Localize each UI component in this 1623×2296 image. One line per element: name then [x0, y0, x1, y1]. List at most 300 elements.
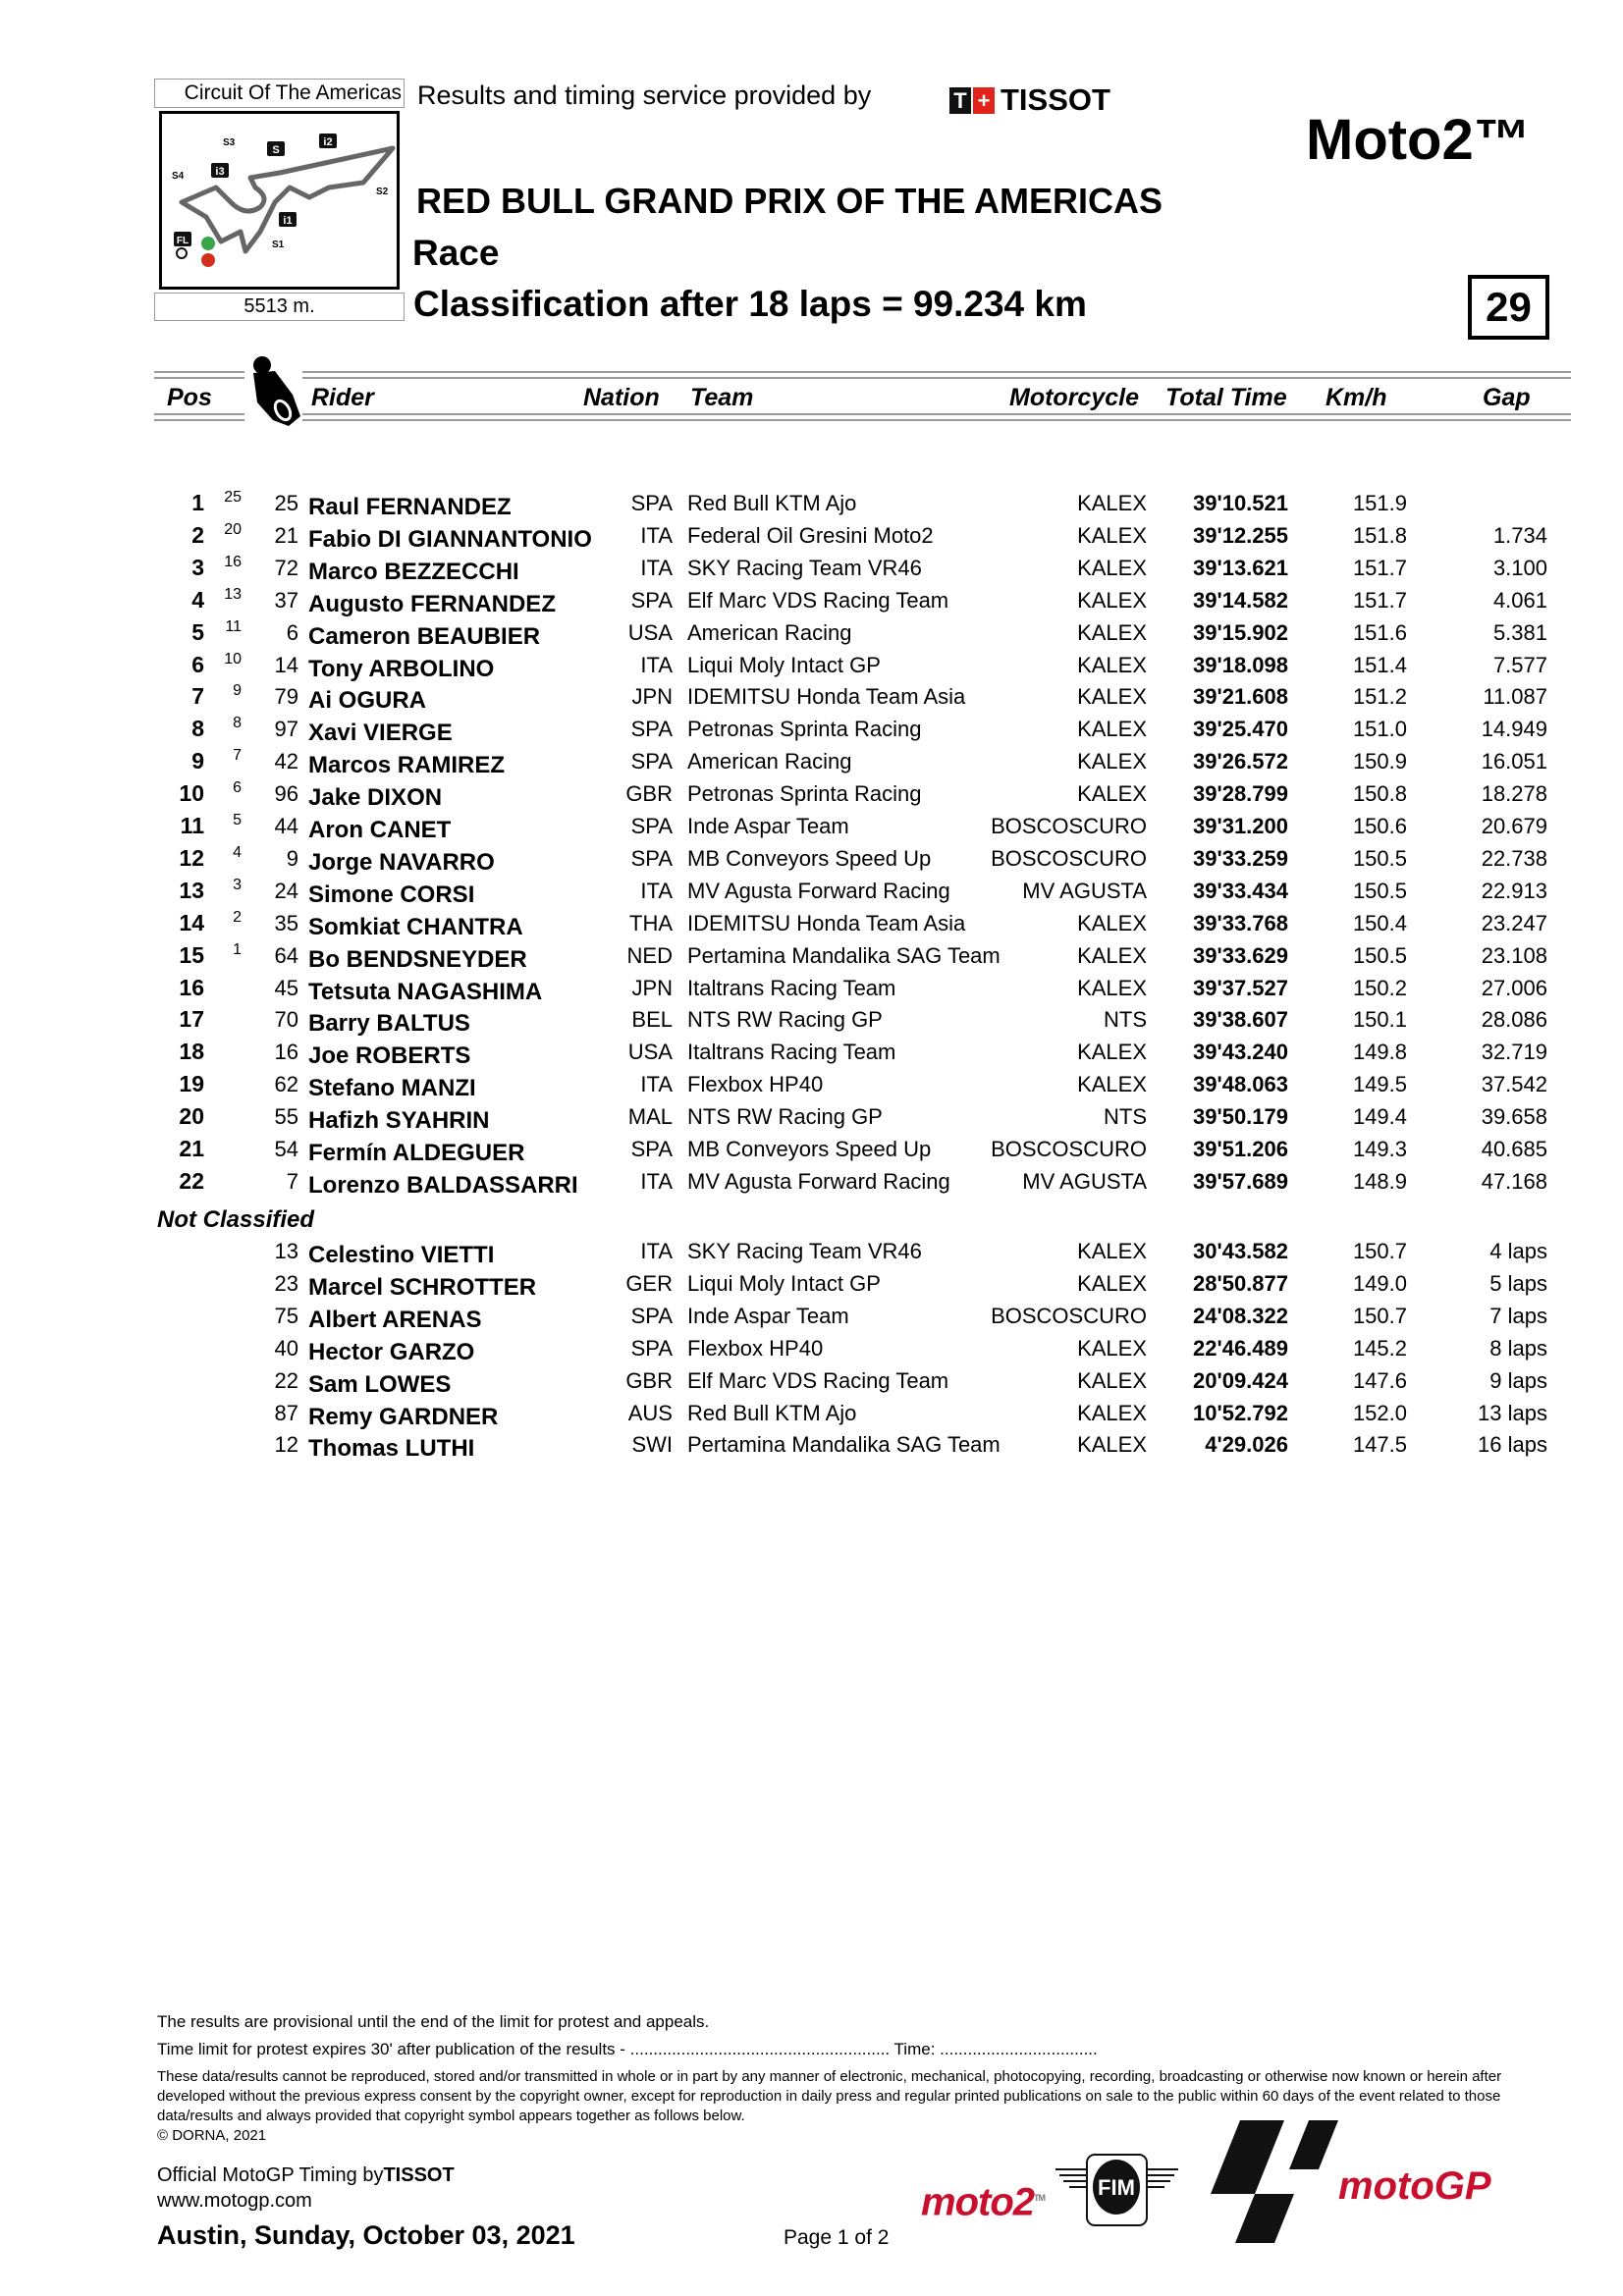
svg-text:i3: i3 — [215, 166, 225, 178]
speed-kmh: 150.7 — [1352, 1303, 1407, 1328]
table-row — [0, 713, 1623, 745]
rider-name: Somkiat CHANTRA — [308, 913, 523, 940]
header-rule — [302, 413, 1571, 415]
motorcycle: BOSCOSCURO — [991, 845, 1147, 871]
position: 16 — [179, 974, 204, 1000]
points: 16 — [224, 553, 242, 570]
position: 13 — [179, 877, 204, 903]
nation: ITA — [640, 555, 673, 580]
team: MV Agusta Forward Racing — [687, 1168, 950, 1194]
position: 12 — [179, 844, 204, 871]
speed-kmh: 150.2 — [1352, 975, 1407, 1000]
total-time: 39'33.768 — [1193, 910, 1288, 935]
nation: SPA — [630, 717, 673, 742]
rider-number: 13 — [274, 1239, 298, 1263]
motorcycle: BOSCOSCURO — [991, 814, 1147, 838]
rider-number: 12 — [274, 1432, 298, 1458]
speed-kmh: 147.5 — [1352, 1432, 1407, 1458]
table-row — [0, 584, 1623, 616]
not-classified-label: Not Classified — [157, 1206, 315, 1233]
nation: JPN — [631, 975, 673, 1000]
total-time: 39'51.206 — [1193, 1137, 1288, 1161]
rider-number: 23 — [274, 1270, 298, 1296]
motorcycle: NTS — [1104, 1104, 1147, 1130]
nation: MAL — [627, 1104, 673, 1130]
rider-name: Jorge NAVARRO — [308, 848, 495, 876]
speed-kmh: 151.2 — [1352, 684, 1407, 710]
motorcycle: KALEX — [1077, 1239, 1147, 1263]
total-time: 28'50.877 — [1193, 1270, 1288, 1296]
nation: ITA — [640, 522, 673, 548]
rider-name: Marcel SCHROTTER — [308, 1273, 537, 1301]
rider-number: 64 — [274, 942, 298, 968]
protest-limit-notice: Time limit for protest expires 30' after publication of the results - ........................................................ Time: .................................. — [157, 2040, 1098, 2058]
svg-text:FL: FL — [176, 236, 189, 246]
speed-kmh: 149.0 — [1352, 1270, 1407, 1296]
points: 11 — [225, 617, 242, 635]
position: 10 — [179, 780, 204, 807]
rider-name: Bo BENDSNEYDER — [308, 945, 527, 973]
gap: 40.685 — [1481, 1137, 1547, 1161]
rider-number: 16 — [274, 1040, 298, 1065]
table-row — [0, 777, 1623, 810]
total-time: 39'21.608 — [1193, 684, 1288, 710]
team: American Racing — [687, 749, 852, 774]
total-time: 39'12.255 — [1193, 522, 1288, 548]
total-time: 24'08.322 — [1193, 1303, 1288, 1328]
gap: 5 laps — [1489, 1270, 1547, 1296]
team: IDEMITSU Honda Team Asia — [687, 684, 966, 710]
table-row — [0, 1068, 1623, 1100]
gap: 28.086 — [1481, 1007, 1547, 1033]
speed-kmh: 151.7 — [1352, 587, 1407, 613]
event-title: RED BULL GRAND PRIX OF THE AMERICAS — [416, 181, 1163, 221]
rider-name: Augusto FERNANDEZ — [308, 590, 556, 617]
table-row — [0, 907, 1623, 939]
table-row — [0, 972, 1623, 1004]
nation: ITA — [640, 652, 673, 677]
team: Liqui Moly Intact GP — [687, 1270, 881, 1296]
table-row — [0, 875, 1623, 907]
nation: SPA — [630, 845, 673, 871]
rider-number: 96 — [274, 781, 298, 807]
speed-kmh: 151.8 — [1352, 522, 1407, 548]
classification-title: Classification after 18 laps = 99.234 km — [413, 284, 1087, 324]
team: Inde Aspar Team — [687, 1303, 849, 1328]
rider-name: Jake DIXON — [308, 784, 443, 812]
total-time: 39'48.063 — [1193, 1072, 1288, 1097]
total-time: 4'29.026 — [1205, 1432, 1288, 1458]
team: Red Bull KTM Ajo — [687, 1400, 857, 1425]
nation: GER — [625, 1270, 673, 1296]
motorcycle: KALEX — [1077, 1432, 1147, 1458]
motorcycle: NTS — [1104, 1007, 1147, 1033]
column-header-total-time: Total Time — [1165, 384, 1287, 411]
team: American Racing — [687, 619, 852, 645]
speed-kmh: 150.6 — [1352, 814, 1407, 838]
team: Elf Marc VDS Racing Team — [687, 1367, 949, 1393]
speed-kmh: 150.1 — [1352, 1007, 1407, 1033]
svg-text:motoGP: motoGP — [1338, 2164, 1491, 2208]
gap: 4 laps — [1489, 1239, 1547, 1263]
svg-text:S1: S1 — [272, 240, 285, 250]
speed-kmh: 149.4 — [1352, 1104, 1407, 1130]
table-row — [0, 745, 1623, 777]
position: 2 — [191, 521, 204, 548]
table-row — [0, 1165, 1623, 1198]
nation: SPA — [630, 587, 673, 613]
gap: 3.100 — [1492, 555, 1547, 580]
document-number-box: 29 — [1468, 275, 1549, 340]
table-row — [0, 939, 1623, 972]
motorcycle: KALEX — [1077, 910, 1147, 935]
points: 5 — [233, 812, 242, 828]
total-time: 20'09.424 — [1193, 1367, 1288, 1393]
speed-kmh: 148.9 — [1352, 1168, 1407, 1194]
table-row — [0, 1397, 1623, 1429]
team: MB Conveyors Speed Up — [687, 845, 932, 871]
table-row — [0, 649, 1623, 681]
gap: 14.949 — [1481, 717, 1547, 742]
provisional-notice: The results are provisional until the end of the limit for protest and appeals. — [157, 2012, 710, 2031]
total-time: 39'57.689 — [1193, 1168, 1288, 1194]
gap: 32.719 — [1481, 1040, 1547, 1065]
motorcycle: KALEX — [1077, 749, 1147, 774]
table-row — [0, 1332, 1623, 1364]
rider-number: 25 — [274, 491, 298, 515]
column-header-team: Team — [690, 384, 754, 411]
circuit-map-icon — [162, 114, 397, 287]
table-row — [0, 1428, 1623, 1461]
track-length: 5513 m. — [154, 293, 405, 321]
nation: USA — [627, 619, 673, 645]
team: Pertamina Mandalika SAG Team — [687, 1432, 1001, 1458]
website-url: www.motogp.com — [157, 2190, 312, 2212]
position: 20 — [179, 1103, 204, 1130]
rider-number: 87 — [274, 1400, 298, 1425]
motorcycle: KALEX — [1077, 1400, 1147, 1425]
column-header-kmh: Km/h — [1325, 384, 1387, 411]
motorcycle: KALEX — [1077, 491, 1147, 515]
tissot-logo — [949, 84, 1110, 116]
points: 7 — [233, 747, 242, 765]
header-rule — [154, 371, 244, 373]
speed-kmh: 150.9 — [1352, 749, 1407, 774]
table-row — [0, 487, 1623, 519]
official-timing-prefix: Official MotoGP Timing by — [157, 2164, 384, 2186]
gap: 22.913 — [1481, 878, 1547, 903]
total-time: 39'13.621 — [1193, 555, 1288, 580]
rider-number: 35 — [274, 910, 298, 935]
rider-number: 9 — [286, 845, 298, 871]
motorcycle: KALEX — [1077, 587, 1147, 613]
motorcycle: BOSCOSCURO — [991, 1303, 1147, 1328]
motorcycle: KALEX — [1077, 652, 1147, 677]
total-time: 30'43.582 — [1193, 1239, 1288, 1263]
rider-name: Simone CORSI — [308, 881, 475, 908]
points: 3 — [233, 876, 242, 893]
gap: 47.168 — [1481, 1168, 1547, 1194]
session-name: Race — [412, 233, 500, 273]
motorcycle: KALEX — [1077, 555, 1147, 580]
speed-kmh: 151.4 — [1352, 652, 1407, 677]
rider-name: Albert ARENAS — [308, 1306, 482, 1333]
position: 17 — [179, 1006, 204, 1033]
team: Red Bull KTM Ajo — [687, 491, 857, 515]
rider-number: 21 — [274, 522, 298, 548]
table-row — [0, 1100, 1623, 1133]
speed-kmh: 151.9 — [1352, 491, 1407, 515]
nation: SPA — [630, 1303, 673, 1328]
total-time: 39'43.240 — [1193, 1040, 1288, 1065]
position: 14 — [179, 909, 204, 935]
gap: 1.734 — [1492, 522, 1547, 548]
speed-kmh: 150.8 — [1352, 781, 1407, 807]
gap: 20.679 — [1481, 814, 1547, 838]
gap: 8 laps — [1489, 1335, 1547, 1361]
gap: 23.108 — [1481, 942, 1547, 968]
motorcycle: KALEX — [1077, 1072, 1147, 1097]
points: 4 — [233, 843, 242, 861]
track-map — [159, 111, 400, 290]
total-time: 39'26.572 — [1193, 749, 1288, 774]
team: SKY Racing Team VR46 — [687, 1239, 922, 1263]
header-rule — [302, 371, 1571, 373]
position: 6 — [191, 651, 204, 677]
header-rule — [154, 419, 244, 421]
nation: ITA — [640, 1168, 673, 1194]
position: 7 — [191, 683, 204, 710]
circuit-name: Circuit Of The Americas — [154, 79, 405, 108]
points: 1 — [233, 940, 242, 958]
nation: SPA — [630, 814, 673, 838]
gap: 39.658 — [1481, 1104, 1547, 1130]
team: NTS RW Racing GP — [687, 1104, 883, 1130]
table-row — [0, 1267, 1623, 1300]
header-rule — [302, 419, 1571, 421]
points: 25 — [224, 489, 242, 506]
total-time: 39'37.527 — [1193, 975, 1288, 1000]
gap: 11.087 — [1483, 684, 1547, 710]
team: Flexbox HP40 — [687, 1335, 824, 1361]
team: Petronas Sprinta Racing — [687, 717, 922, 742]
motorcycle: KALEX — [1077, 619, 1147, 645]
speed-kmh: 150.4 — [1352, 910, 1407, 935]
speed-kmh: 150.5 — [1352, 942, 1407, 968]
nation: BEL — [631, 1007, 673, 1033]
table-row — [0, 1036, 1623, 1068]
nation: JPN — [631, 684, 673, 710]
speed-kmh: 150.5 — [1352, 878, 1407, 903]
table-row — [0, 842, 1623, 875]
motorcycle: KALEX — [1077, 1040, 1147, 1065]
total-time: 39'50.179 — [1193, 1104, 1288, 1130]
gap: 16.051 — [1481, 749, 1547, 774]
rider-name: Hafizh SYAHRIN — [308, 1107, 490, 1135]
team: Elf Marc VDS Racing Team — [687, 587, 949, 613]
rider-name: Sam LOWES — [308, 1370, 452, 1398]
gap: 23.247 — [1481, 910, 1547, 935]
rider-number: 54 — [274, 1137, 298, 1161]
gap: 7 laps — [1489, 1303, 1547, 1328]
table-row — [0, 519, 1623, 552]
rider-number: 22 — [274, 1367, 298, 1393]
speed-kmh: 149.3 — [1352, 1137, 1407, 1161]
svg-text:S: S — [272, 144, 280, 156]
rider-name: Lorenzo BALDASSARRI — [308, 1171, 578, 1199]
motorcycle: KALEX — [1077, 1335, 1147, 1361]
nation: USA — [627, 1040, 673, 1065]
rider-name: Tetsuta NAGASHIMA — [308, 978, 543, 1005]
rider-name: Fabio DI GIANNANTONIO — [308, 525, 592, 553]
fim-logo — [1055, 2150, 1178, 2228]
team: MB Conveyors Speed Up — [687, 1137, 932, 1161]
gap: 9 laps — [1489, 1367, 1547, 1393]
speed-kmh: 151.7 — [1352, 555, 1407, 580]
points: 20 — [224, 520, 242, 538]
motorcycle: MV AGUSTA — [1022, 1168, 1147, 1194]
speed-kmh: 152.0 — [1352, 1400, 1407, 1425]
rider-name: Stefano MANZI — [308, 1075, 476, 1102]
rider-name: Joe ROBERTS — [308, 1042, 471, 1070]
gap: 16 laps — [1478, 1432, 1547, 1458]
nation: SPA — [630, 749, 673, 774]
nation: SPA — [630, 1137, 673, 1161]
column-header-rider: Rider — [311, 384, 374, 411]
points: 9 — [233, 682, 242, 700]
team: Flexbox HP40 — [687, 1072, 824, 1097]
team: NTS RW Racing GP — [687, 1007, 883, 1033]
motorcycle: MV AGUSTA — [1022, 878, 1147, 903]
motorcycle: KALEX — [1077, 522, 1147, 548]
rider-name: Raul FERNANDEZ — [308, 494, 512, 520]
rider-number: 37 — [274, 587, 298, 613]
points: 13 — [224, 585, 242, 603]
rider-number: 45 — [274, 975, 298, 1000]
rider-name: Marco BEZZECCHI — [308, 558, 519, 585]
position: 4 — [191, 586, 204, 613]
table-row — [0, 810, 1623, 842]
table-row — [0, 1133, 1623, 1165]
motorcycle-rider-icon — [245, 355, 306, 430]
official-timing-brand: TISSOT — [383, 2164, 455, 2186]
total-time: 39'31.200 — [1193, 814, 1288, 838]
rider-number: 44 — [274, 814, 298, 838]
motorcycle: BOSCOSCURO — [991, 1137, 1147, 1161]
svg-text:i1: i1 — [283, 215, 293, 227]
total-time: 39'10.521 — [1193, 491, 1288, 515]
nation: GBR — [625, 1367, 673, 1393]
motorcycle: KALEX — [1077, 1270, 1147, 1296]
page-indicator: Page 1 of 2 — [784, 2226, 890, 2249]
rider-name: Aron CANET — [308, 817, 452, 843]
nation: GBR — [625, 781, 673, 807]
points: 2 — [233, 908, 242, 926]
nation: SWI — [631, 1432, 673, 1458]
header-rule — [154, 413, 244, 415]
rider-number: 24 — [274, 878, 298, 903]
nation: NED — [626, 942, 673, 968]
rider-name: Cameron BEAUBIER — [308, 622, 541, 650]
rider-number: 75 — [274, 1303, 298, 1328]
rider-number: 97 — [274, 717, 298, 742]
gap: 37.542 — [1481, 1072, 1547, 1097]
team: Liqui Moly Intact GP — [687, 652, 881, 677]
rider-name: Thomas LUTHI — [308, 1435, 475, 1463]
rider-name: Hector GARZO — [308, 1338, 475, 1365]
position: 3 — [191, 554, 204, 580]
total-time: 39'18.098 — [1193, 652, 1288, 677]
gap: 4.061 — [1492, 587, 1547, 613]
svg-text:S3: S3 — [223, 137, 236, 148]
position: 15 — [179, 941, 204, 968]
total-time: 39'38.607 — [1193, 1007, 1288, 1033]
rider-number: 62 — [274, 1072, 298, 1097]
copyright-text: © DORNA, 2021 — [157, 2127, 267, 2144]
nation: SPA — [630, 1335, 673, 1361]
rider-number: 70 — [274, 1007, 298, 1033]
speed-kmh: 150.7 — [1352, 1239, 1407, 1263]
column-header-motorcycle: Motorcycle — [1009, 384, 1139, 411]
rider-name: Tony ARBOLINO — [308, 655, 495, 682]
nation: THA — [629, 910, 673, 935]
rider-number: 40 — [274, 1335, 298, 1361]
speed-kmh: 147.6 — [1352, 1367, 1407, 1393]
header-rule — [154, 377, 244, 379]
position: 9 — [191, 748, 204, 774]
header-rule — [302, 377, 1571, 379]
rider-name: Celestino VIETTI — [308, 1242, 495, 1268]
speed-kmh: 145.2 — [1352, 1335, 1407, 1361]
team: SKY Racing Team VR46 — [687, 555, 922, 580]
official-timing-line — [157, 2163, 455, 2188]
points: 8 — [233, 715, 242, 732]
rider-name: Marcos RAMIREZ — [308, 752, 506, 779]
total-time: 39'14.582 — [1193, 587, 1288, 613]
total-time: 39'28.799 — [1193, 781, 1288, 807]
motorcycle: KALEX — [1077, 1367, 1147, 1393]
table-row — [0, 1364, 1623, 1397]
rider-number: 14 — [274, 652, 298, 677]
rider-name: Xavi VIERGE — [308, 720, 453, 747]
swiss-cross-icon: + — [973, 87, 995, 114]
nation: ITA — [640, 1239, 673, 1263]
tissot-t-icon: T — [949, 87, 971, 114]
svg-text:FIM: FIM — [1098, 2175, 1135, 2200]
rider-name: Fermín ALDEGUER — [308, 1140, 525, 1166]
total-time: 39'33.434 — [1193, 878, 1288, 903]
column-header-gap: Gap — [1483, 384, 1531, 411]
table-row — [0, 1300, 1623, 1332]
svg-text:i2: i2 — [323, 136, 333, 148]
speed-kmh: 151.0 — [1352, 717, 1407, 742]
speed-kmh: 151.6 — [1352, 619, 1407, 645]
motorcycle: KALEX — [1077, 975, 1147, 1000]
position: 1 — [191, 490, 204, 515]
moto2-logo: moto2™ — [921, 2180, 1045, 2224]
rider-number: 72 — [274, 555, 298, 580]
team: Inde Aspar Team — [687, 814, 849, 838]
nation: AUS — [627, 1400, 673, 1425]
position: 21 — [179, 1136, 204, 1161]
tissot-wordmark: TISSOT — [1001, 82, 1110, 117]
location-date: Austin, Sunday, October 03, 2021 — [157, 2220, 575, 2250]
position: 11 — [180, 813, 204, 838]
total-time: 22'46.489 — [1193, 1335, 1288, 1361]
gap: 7.577 — [1492, 652, 1547, 677]
position: 8 — [191, 716, 204, 742]
rider-name: Barry BALTUS — [308, 1010, 470, 1038]
